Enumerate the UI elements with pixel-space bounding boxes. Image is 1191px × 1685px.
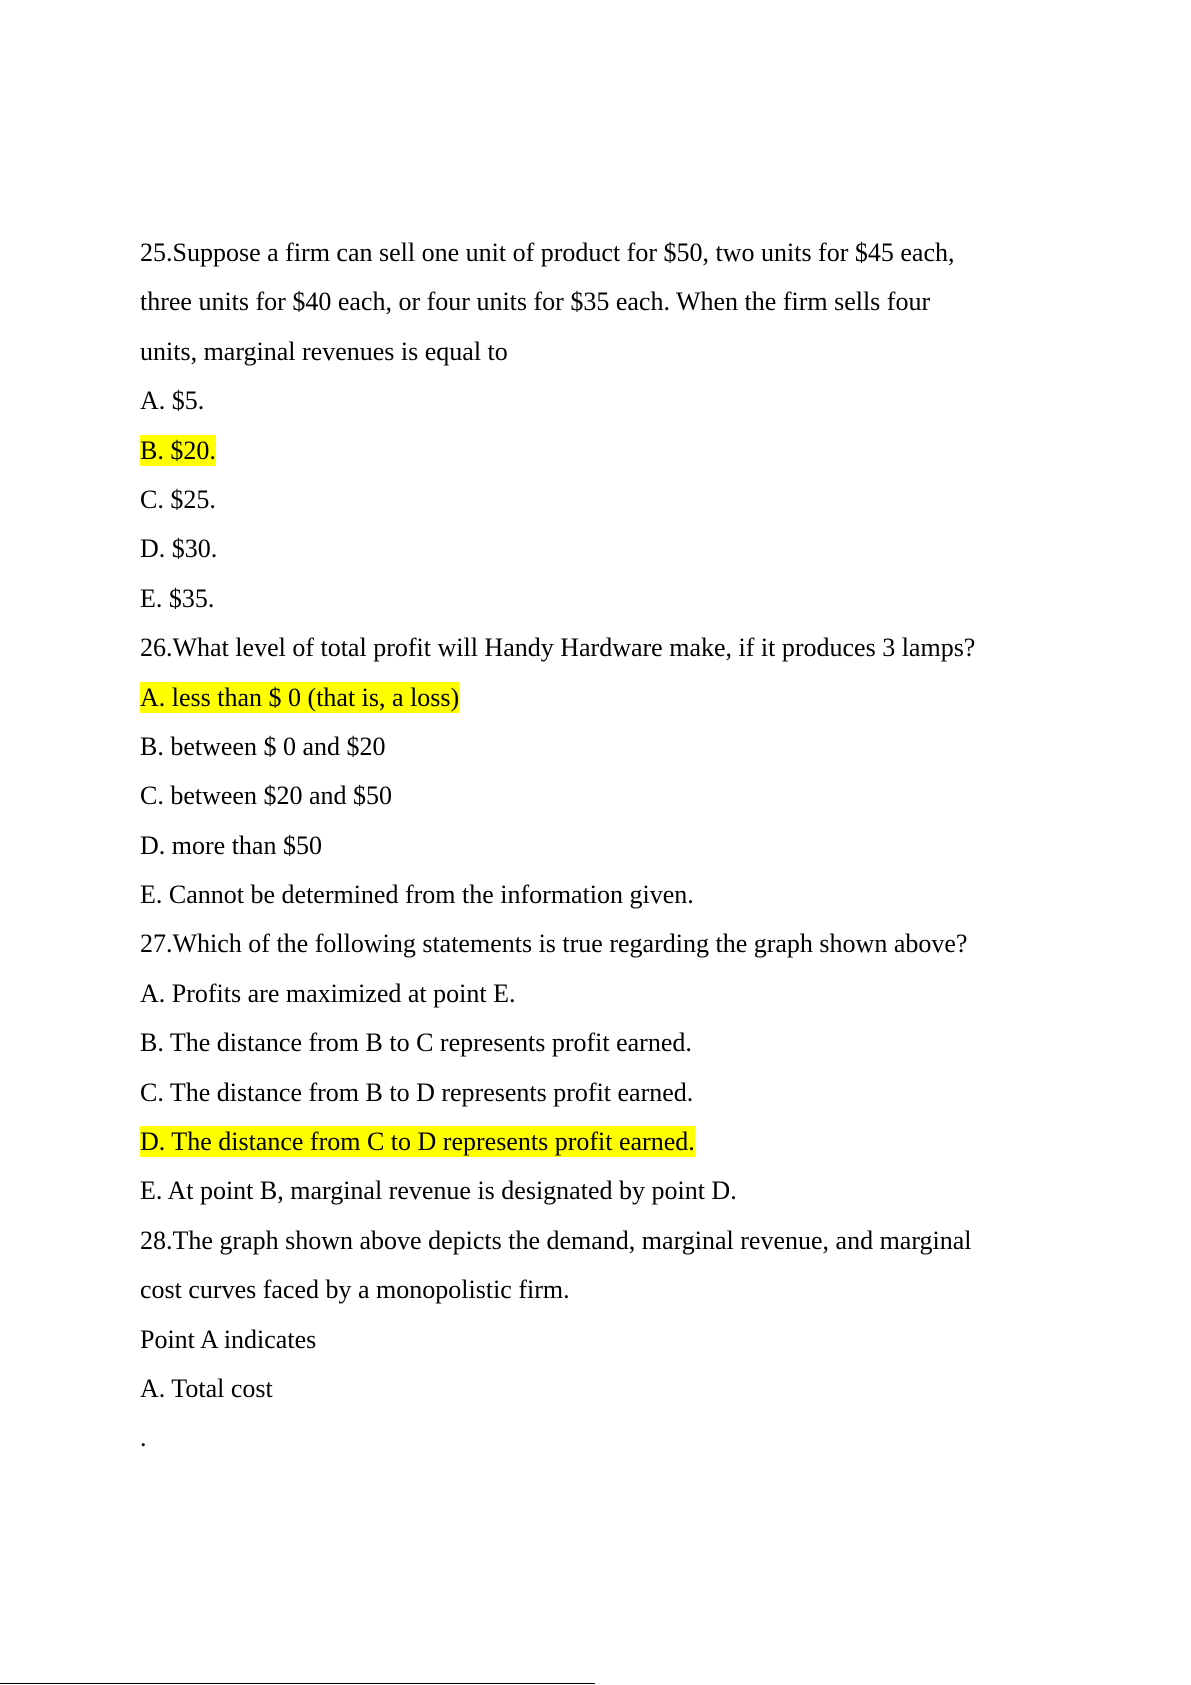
q27-option-d [140,1117,1040,1166]
q26-option-b: B. between $ 0 and $20 [140,731,386,761]
q26-stem-line-1: 26.What level of total profit will Handy Hardware make, if it produces 3 lamps? [140,633,976,663]
q26-option-c: C. between $20 and $50 [140,781,393,811]
q25-option-d: D. $30. [140,534,218,564]
q28-stem-line-1: 28.The graph shown above depicts the demand, marginal revenue, and marginal [140,1225,972,1255]
q25-option-a: A. $5. [140,386,205,416]
q28-stem-line-2: cost curves faced by a monopolistic firm. [140,1275,570,1305]
q26-answer-highlight: A. less than $ 0 (that is, a loss) [140,682,460,712]
q27-answer-highlight: D. The distance from C to D represents profit earned. [140,1127,695,1157]
q27-option-a: A. Profits are maximized at point E. [140,978,516,1008]
q28-trailing-period: . [140,1423,147,1453]
q27-option-c: C. The distance from B to D represents profit earned. [140,1077,694,1107]
q27-option-e: E. At point B, marginal revenue is designated by point D. [140,1176,737,1206]
question-list [140,228,1040,1463]
footer-rule [0,1683,595,1684]
q26-option-e: E. Cannot be determined from the information given. [140,880,694,910]
q25-answer-highlight: B. $20. [140,435,216,465]
q27-option-b: B. The distance from B to C represents profit earned. [140,1028,692,1058]
q25-stem-line-3: units, marginal revenues is equal to [140,336,508,366]
q25-option-c: C. $25. [140,484,216,514]
q26-option-a [140,673,1040,722]
q26-option-d: D. more than $50 [140,830,322,860]
q25-option-b [140,426,1040,475]
q25-option-e: E. $35. [140,583,215,613]
q27-stem-line-1: 27.Which of the following statements is true regarding the graph shown above? [140,929,968,959]
q25-stem-line-2: three units for $40 each, or four units for $35 each. When the firm sells four [140,287,931,317]
q25-stem-line-1: 25.Suppose a firm can sell one unit of product for $50, two units for $45 each, [140,238,955,267]
q28-stem-line-3: Point A indicates [140,1324,317,1354]
q28-option-a: A. Total cost [140,1373,273,1403]
